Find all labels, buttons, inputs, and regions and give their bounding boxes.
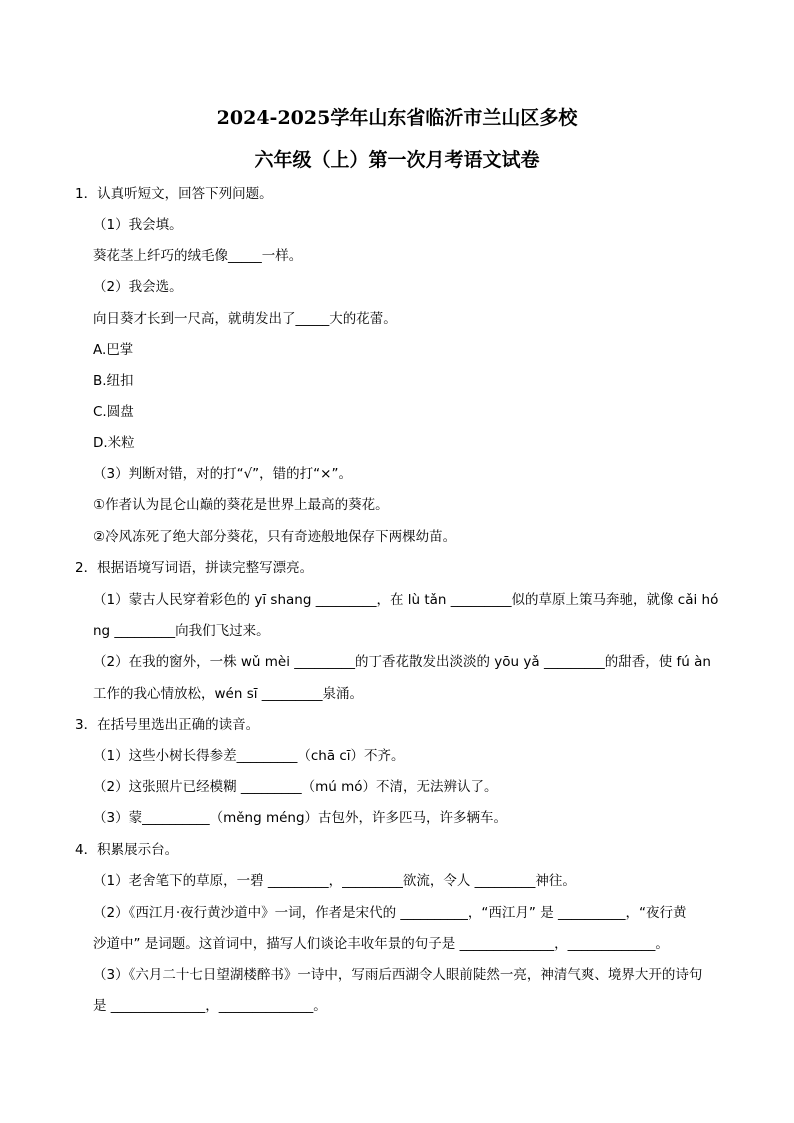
question-2-part-1: （1）蒙古人民穿着彩色的 yī shang _________，在 lù tǎn _________似的草原上策马奔驰，就像 cǎi hó bbox=[93, 592, 719, 608]
question-3-part-3: （3）蒙__________（měng méng）古包外，许多匹马，许多辆车。 bbox=[93, 810, 508, 826]
question-4-part-2: （2）《西江月·夜行黄沙道中》一词，作者是宋代的 __________，“西江月” 是 __________，“夜行黄 bbox=[93, 905, 687, 921]
question-2-part-2: （2）在我的窗外，一株 wǔ mèi _________的丁香花散发出淡淡的 yōu yǎ _________的甜香，使 fú àn bbox=[93, 654, 711, 670]
question-2-part-1-cont: ng _________向我们飞过来。 bbox=[93, 623, 270, 639]
statement-1: ①作者认为昆仑山巅的葵花是世界上最高的葵花。 bbox=[93, 497, 389, 513]
statement-2: ②冷风冻死了绝大部分葵花，只有奇迹般地保存下两棵幼苗。 bbox=[93, 529, 457, 545]
question-4-part-3: （3）《六月二十七日望湖楼醉书》一诗中，写雨后西湖令人眼前陡然一亮，神清气爽、境界大开的诗句 bbox=[93, 967, 703, 983]
question-1-part-3: （3）判断对错，对的打“√”，错的打“×”。 bbox=[93, 466, 352, 482]
question-2-stem: 2．根据语境写词语，拼读完整写漂亮。 bbox=[75, 560, 314, 576]
question-1-part-1-text: 葵花茎上纤巧的绒毛像_____一样。 bbox=[93, 248, 303, 264]
question-1-part-1: （1）我会填。 bbox=[93, 217, 183, 233]
question-1-part-2-text: 向日葵才长到一尺高，就萌发出了_____大的花蕾。 bbox=[93, 311, 397, 327]
question-3-part-2: （2）这张照片已经模糊 _________（mú mó）不清，无法辨认了。 bbox=[93, 779, 498, 795]
question-4-part-3-cont: 是 ______________，______________。 bbox=[93, 998, 327, 1014]
exam-title-line-1: 2024-2025学年山东省临沂市兰山区多校 bbox=[216, 107, 578, 129]
question-1-stem: 1．认真听短文，回答下列问题。 bbox=[75, 186, 273, 202]
exam-title-line-2: 六年级（上）第一次月考语文试卷 bbox=[254, 149, 540, 171]
question-3-stem: 3．在括号里选出正确的读音。 bbox=[75, 717, 260, 733]
question-4-part-1: （1）老舍笔下的草原，一碧 _________，_________欲流，令人 _________神往。 bbox=[93, 873, 576, 889]
option-a: A.巴掌 bbox=[93, 342, 134, 358]
question-4-stem: 4．积累展示台。 bbox=[75, 842, 179, 858]
option-b: B.纽扣 bbox=[93, 373, 134, 389]
question-2-part-2-cont: 工作的我心情放松，wén sī _________泉涌。 bbox=[93, 686, 364, 702]
option-d: D.米粒 bbox=[93, 435, 135, 451]
option-c: C.圆盘 bbox=[93, 404, 134, 420]
question-1-part-2: （2）我会选。 bbox=[93, 279, 183, 295]
question-3-part-1: （1）这些小树长得参差_________（chā cī）不齐。 bbox=[93, 748, 405, 764]
question-4-part-2-cont: 沙道中” 是词题。这首词中，描写人们谈论丰收年景的句子是 ______________，_____________。 bbox=[93, 936, 669, 952]
